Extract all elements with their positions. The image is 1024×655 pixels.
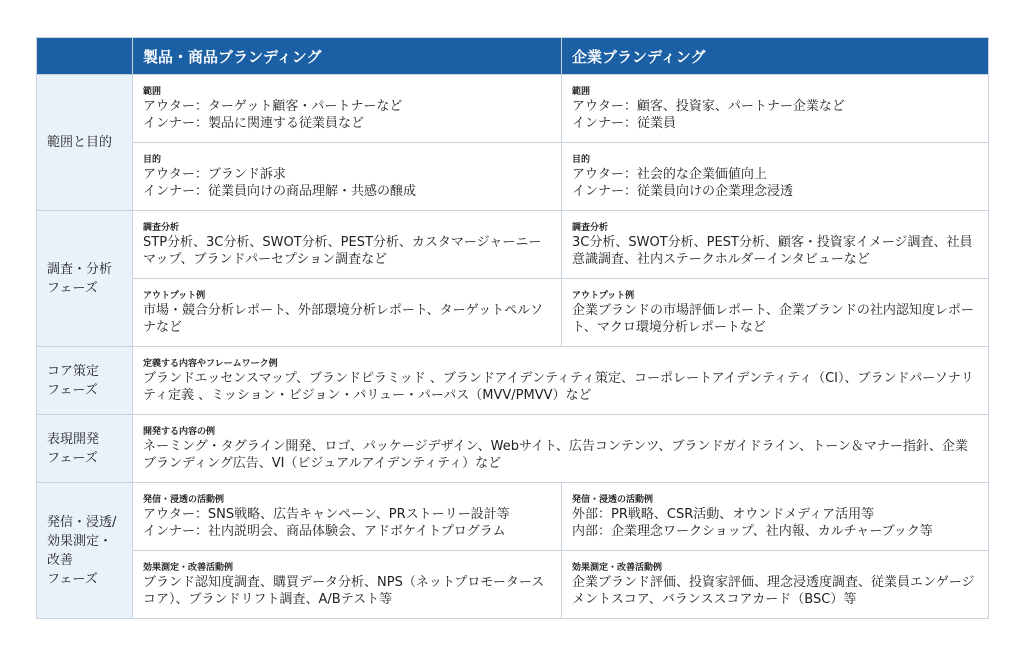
cell-label: 効果測定・改善活動例 <box>572 562 663 573</box>
cell-label: 発信・浸透の活動例 <box>572 494 654 505</box>
cell-text: アウター：ターゲット顧客・パートナーなど インナー：製品に関連する従業員など <box>143 98 403 131</box>
cell-label: 開発する内容の例 <box>143 426 216 437</box>
header-product-branding: 製品・商品ブランディング <box>133 38 562 75</box>
cell-text: 市場・競合分析レポート、外部環境分析レポート、ターゲットペルソナなど <box>143 302 544 335</box>
table-cell <box>133 279 562 347</box>
table-cell <box>133 483 562 551</box>
cell-text: 企業ブランド評価、投資家評価、理念浸透度調査、従業員エンゲージメントスコア、バランススコアカード（BSC）等 <box>572 574 975 607</box>
row-label-text: コア策定 フェーズ <box>47 363 100 398</box>
table-cell <box>562 279 989 347</box>
row-label-text: 調査・分析 フェーズ <box>47 261 113 296</box>
table-cell <box>562 143 989 211</box>
row-label-text: 範囲と目的 <box>47 135 113 150</box>
branding-comparison-table <box>36 37 989 619</box>
cell-text: アウター：顧客、投資家、パートナー企業など インナー：従業員 <box>572 98 845 131</box>
cell-text: 企業ブランドの市場評価レポート、企業ブランドの社内認知度レポート、マクロ環境分析レポートなど <box>572 302 974 335</box>
row-label-core <box>37 347 133 415</box>
cell-label: 発信・浸透の活動例 <box>143 494 225 505</box>
cell-text: アウター：社会的な企業価値向上 インナー：従業員向けの企業理念浸透 <box>572 166 794 199</box>
table-cell <box>562 211 989 279</box>
cell-text: 外部：PR戦略、CSR活動、オウンドメディア活用等 内部：企業理念ワークショップ、社内報、カルチャーブック等 <box>572 506 933 539</box>
cell-label: 調査分析 <box>143 222 180 233</box>
table-row <box>37 211 989 279</box>
table-row <box>37 551 989 619</box>
table-row <box>37 143 989 211</box>
cell-label: 目的 <box>143 154 162 165</box>
cell-text: ブランドエッセンスマップ、ブランドピラミッド 、ブランドアイデンティティ策定、コーポレートアイデンティティ（CI）、ブランドパーソナリティ定義 、ミッション・ビジョン・バリュー・パーパス（MVV/PMVV）など <box>143 370 974 403</box>
cell-text: アウター：ブランド訴求 インナー：従業員向けの商品理解・共感の醸成 <box>143 166 417 199</box>
cell-text: 3C分析、SWOT分析、PEST分析、顧客・投資家イメージ調査、社員意識調査、社内ステークホルダーインタビューなど <box>572 234 973 267</box>
table-cell <box>133 143 562 211</box>
table-cell <box>562 551 989 619</box>
table-cell <box>133 211 562 279</box>
cell-label: アウトプット例 <box>572 290 635 301</box>
header-corporate-branding: 企業ブランディング <box>562 38 989 75</box>
table-cell <box>562 483 989 551</box>
branding-comparison-table-wrapper <box>36 37 988 619</box>
table-cell <box>133 415 989 483</box>
table-cell <box>133 75 562 143</box>
row-label-research <box>37 211 133 347</box>
table-row <box>37 75 989 143</box>
table-header-row <box>37 38 989 75</box>
cell-label: 定義する内容やフレームワーク例 <box>143 358 278 369</box>
row-label-expression <box>37 415 133 483</box>
header-corner <box>37 38 133 75</box>
cell-label: 範囲 <box>143 86 162 97</box>
table-row <box>37 279 989 347</box>
row-label-dissemination <box>37 483 133 619</box>
table-cell <box>562 75 989 143</box>
cell-text: ブランド認知度調査、購買データ分析、NPS（ネットプロモータースコア）、ブランドリフト調査、A/Bテスト等 <box>143 574 545 607</box>
row-label-text: 表現開発 フェーズ <box>47 431 100 466</box>
cell-text: ネーミング・タグライン開発、ロゴ、パッケージデザイン、Webサイト、広告コンテンツ、ブランドガイドライン、トーン＆マナー指針、企業ブランディング広告、VI（ビジュアルアイデンティティ）など <box>143 438 968 471</box>
row-label-scope <box>37 75 133 211</box>
cell-label: 目的 <box>572 154 591 165</box>
cell-text: STP分析、3C分析、SWOT分析、PEST分析、カスタマージャーニーマップ、ブランドパーセプション調査など <box>143 234 542 267</box>
cell-label: アウトプット例 <box>143 290 206 301</box>
table-row <box>37 415 989 483</box>
cell-label: 範囲 <box>572 86 591 97</box>
cell-label: 効果測定・改善活動例 <box>143 562 234 573</box>
table-row <box>37 347 989 415</box>
row-label-text: 発信・浸透/ 効果測定・ 改善 フェーズ <box>47 514 117 587</box>
cell-label: 調査分析 <box>572 222 609 233</box>
table-cell <box>133 551 562 619</box>
cell-text: アウター：SNS戦略、広告キャンペーン、PRストーリー設計等 インナー：社内説明会、商品体験会、アドボケイトプログラム <box>143 506 510 539</box>
table-row <box>37 483 989 551</box>
table-cell <box>133 347 989 415</box>
